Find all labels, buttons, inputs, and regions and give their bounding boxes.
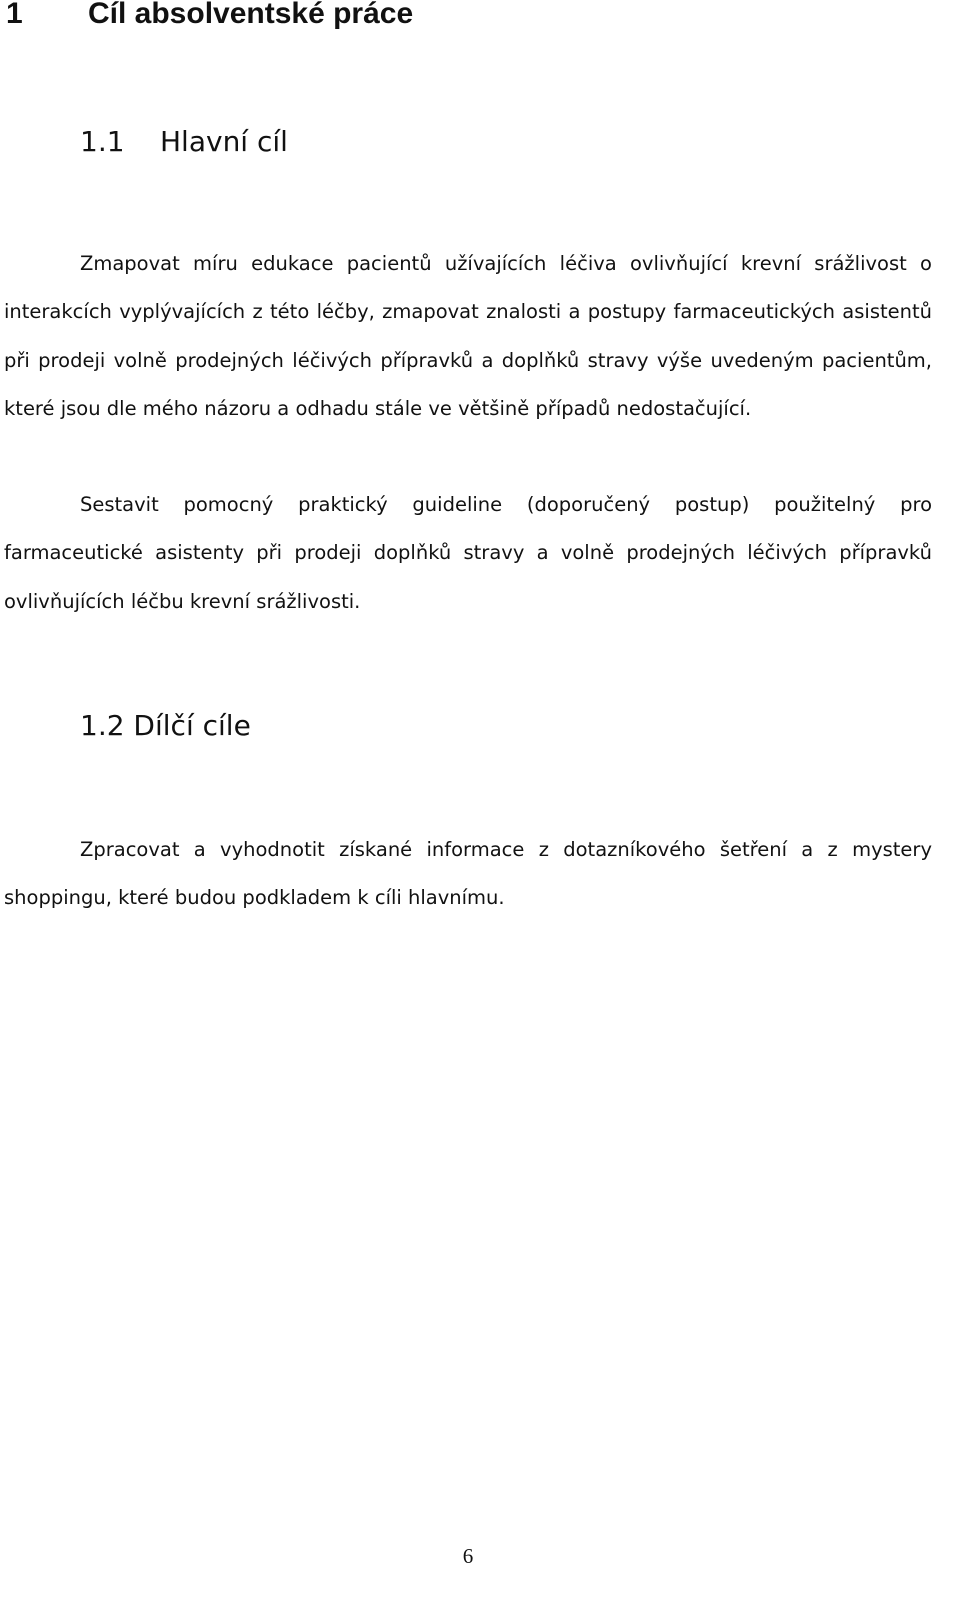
chapter-title: Cíl absolventské práce xyxy=(88,0,414,30)
section-title: Hlavní cíl xyxy=(160,125,288,158)
section-number: 1.1 xyxy=(80,125,125,158)
chapter-heading xyxy=(6,0,413,36)
main-goal-paragraph-2: Sestavit pomocný praktický guideline (doporučený postup) použitelný pro farmaceutické asistenty při prodeji doplňků stravy a volně prodejných léčivých přípravků ovlivňujících léčbu krevní srážlivosti. xyxy=(4,493,932,613)
section-heading-partial-goals: 1.2 Dílčí cíle xyxy=(80,709,251,742)
partial-goals-paragraph: Zpracovat a vyhodnotit získané informace z dotazníkového šetření a z mystery shoppingu, které budou podkladem k cíli hlavnímu. xyxy=(4,838,932,910)
section-heading-main-goal xyxy=(80,122,288,162)
page-number: 6 xyxy=(462,1544,474,1568)
main-goal-paragraph-1: Zmapovat míru edukace pacientů užívajících léčiva ovlivňující krevní srážlivost o interakcích vyplývajících z této léčby, zmapovat znalosti a postupy farmaceutických asistentů při prodeji volně prodejných léčivých přípravků a doplňků stravy výše uvedeným pacientům, které jsou dle mého názoru a odhadu stále ve většině případů nedostačující. xyxy=(4,252,932,420)
chapter-number: 1 xyxy=(6,0,23,30)
